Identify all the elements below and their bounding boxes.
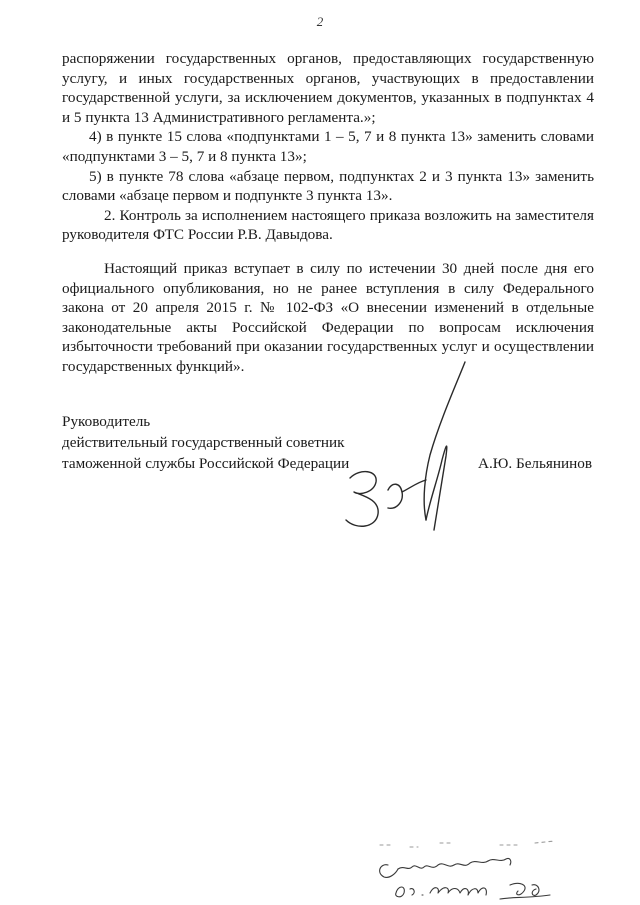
handwritten-annotation-icon <box>360 835 590 905</box>
effective-date-paragraph: Настоящий приказ вступает в силу по истечении 30 дней после дня его официального опубликования, но не ранее вступления в силу Федерального закона от 20 апреля 2015 г. № 102-ФЗ «О внесении изменений в отдельные законодательные акты Российской Федерации по вопросам исключения избыточности требований при оказании государственных услуг и осуществлении государственных функций». <box>62 259 594 375</box>
signatory-line-2: действительный государственный советник <box>62 434 345 451</box>
signatory-line-3: таможенной службы Российской Федерации <box>62 455 350 472</box>
clause-2: 2. Контроль за исполнением настоящего приказа возложить на заместителя руководителя ФТС России Р.В. Давыдова. <box>62 206 594 244</box>
page-number: 2 <box>316 14 324 29</box>
signatory-line-1: Руководитель <box>62 413 151 430</box>
list-item-4: 4) в пункте 15 слова «подпунктами 1 – 5, 7 и 8 пункта 13» заменить словами «подпунктами 3 – 5, 7 и 8 пункта 13»; <box>62 128 594 165</box>
signatory-title <box>62 411 362 474</box>
document-body <box>62 49 594 377</box>
paragraph-continuation: распоряжении государственных органов, предоставляющих государственную услугу, и иных государственных органов, участвующих в предоставлении государственной услуги, за исключением документов, указанных в подпунктах 4 и 5 пункта 13 Административного регламента.»; <box>62 50 594 126</box>
signatory-name: А.Ю. Бельянинов <box>478 455 593 472</box>
handwritten-signature-icon <box>330 360 490 540</box>
list-item-5: 5) в пункте 78 слова «абзаце первом, подпунктах 2 и 3 пункта 13» заменить словами «абзаце первом и подпункте 3 пункта 13». <box>62 167 594 205</box>
